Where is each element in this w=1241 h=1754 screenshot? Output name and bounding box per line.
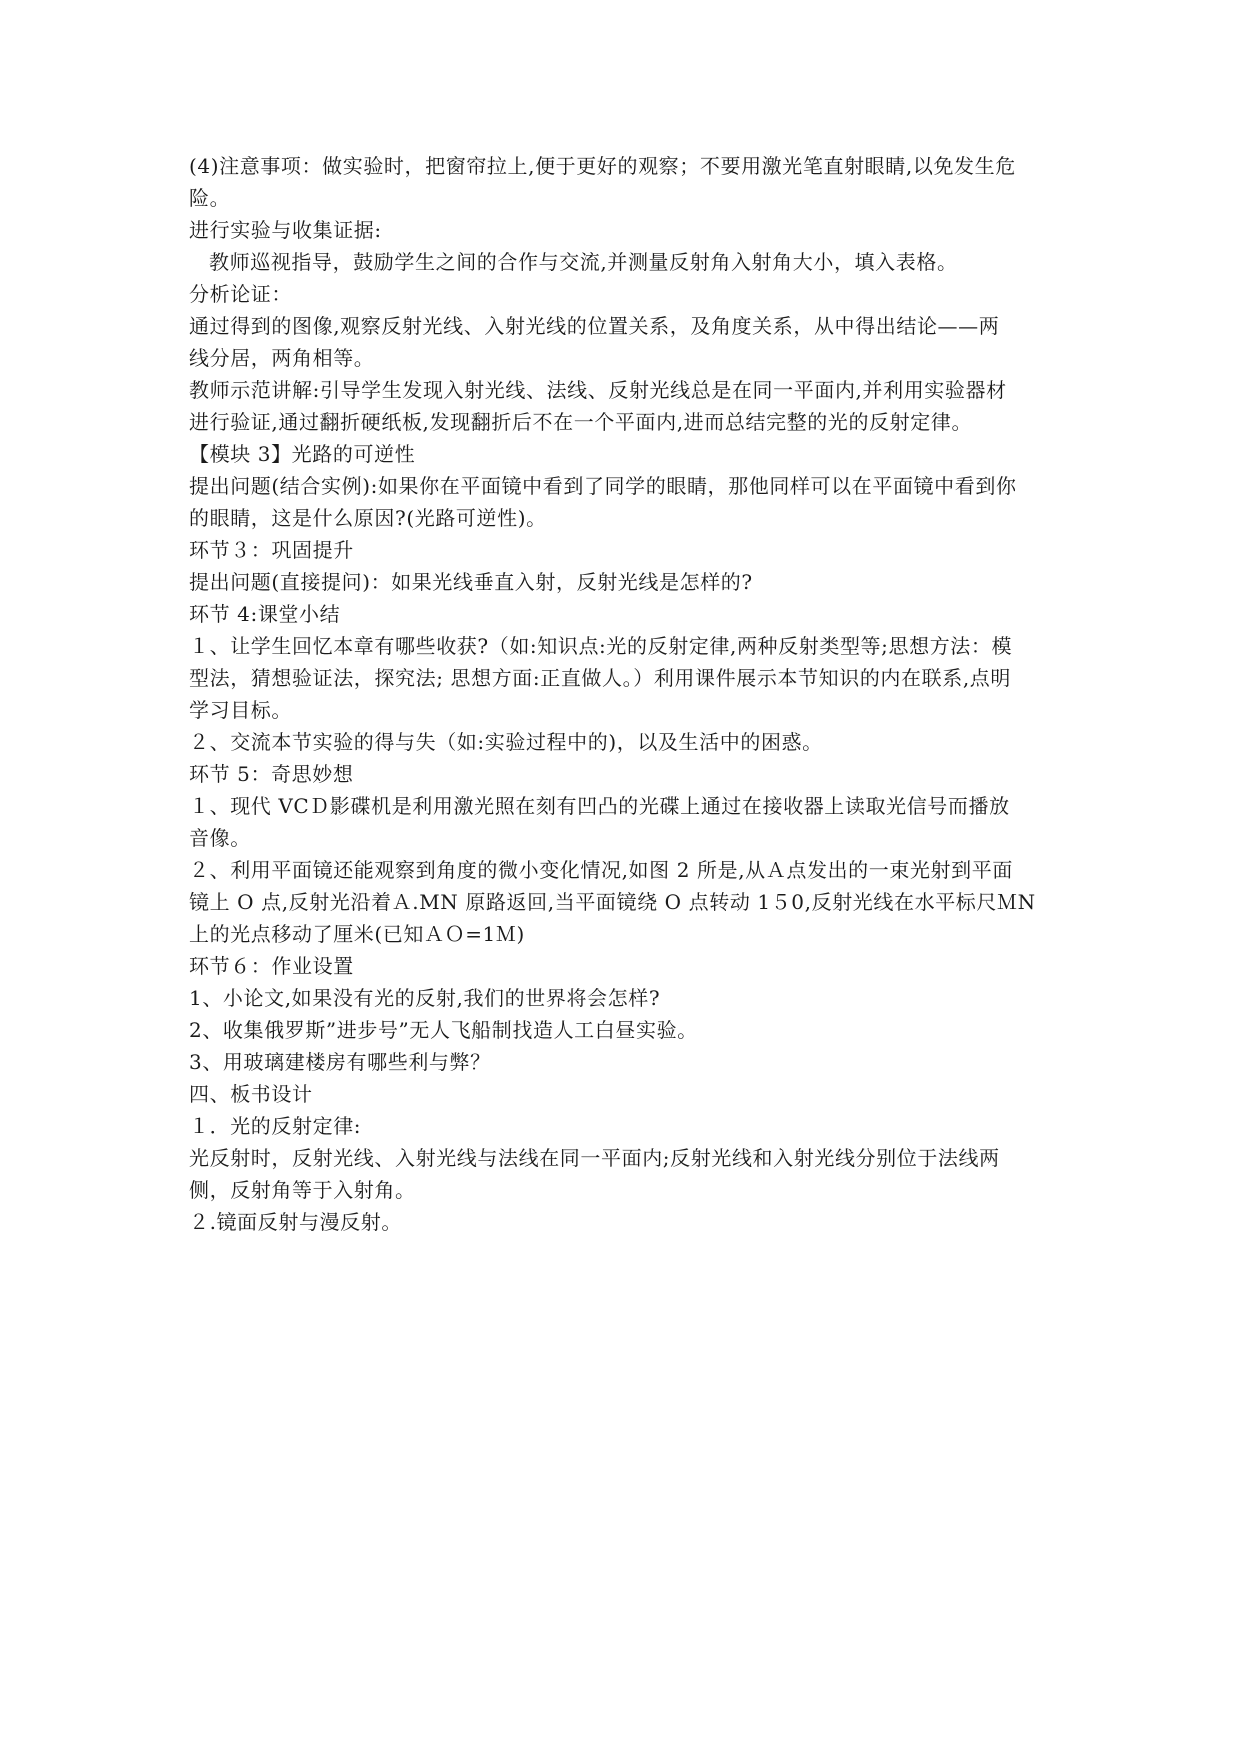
section-heading: 环节３：巩固提升 bbox=[189, 538, 354, 562]
section-heading: 四、板书设计 bbox=[189, 1082, 313, 1106]
text-line: 音像。 bbox=[189, 826, 251, 850]
text-line: 教师示范讲解:引导学生发现入射光线、法线、反射光线总是在同一平面内,并利用实验器材 bbox=[189, 378, 1007, 402]
text-line: 上的光点移动了厘米(已知ＡＯ=1Ｍ) bbox=[189, 922, 525, 946]
section-heading: 环节 4:课堂小结 bbox=[189, 602, 341, 626]
text-line: (4)注意事项：做实验时，把窗帘拉上,便于更好的观察；不要用激光笔直射眼睛,以免发生危 bbox=[189, 154, 1016, 178]
text-line: 进行验证,通过翻折硬纸板,发现翻折后不在一个平面内,进而总结完整的光的反射定律。 bbox=[189, 410, 973, 434]
list-item: 3、用玻璃建楼房有哪些利与弊？ bbox=[189, 1050, 491, 1074]
text-line: 学习目标。 bbox=[189, 698, 292, 722]
text-line: 进行实验与收集证据: bbox=[189, 218, 382, 242]
list-item: 2、收集俄罗斯”进步号”无人飞船制找造人工白昼实验。 bbox=[189, 1018, 698, 1042]
section-heading: 环节６：作业设置 bbox=[189, 954, 354, 978]
text-line: 型法，猜想验证法，探究法; 思想方面:正直做人。）利用课件展示本节知识的内在联系,点明 bbox=[189, 666, 1011, 690]
text-line: 提出问题(结合实例):如果你在平面镜中看到了同学的眼睛，那他同样可以在平面镜中看到你 bbox=[189, 474, 1017, 498]
text-line: 分析论证： bbox=[189, 282, 292, 306]
text-line: 的眼睛，这是什么原因?(光路可逆性)。 bbox=[189, 506, 547, 530]
list-item: 1、小论文,如果没有光的反射,我们的世界将会怎样? bbox=[189, 986, 661, 1010]
text-line: １、让学生回忆本章有哪些收获?（如:知识点:光的反射定律,两种反射类型等;思想方法：模 bbox=[189, 634, 1013, 658]
text-line: １、现代 VCＤ影碟机是利用激光照在刻有凹凸的光碟上通过在接收器上读取光信号而播放 bbox=[189, 794, 1010, 818]
text-line: 侧，反射角等于入射角。 bbox=[189, 1178, 416, 1202]
text-line: ２.镜面反射与漫反射。 bbox=[189, 1210, 402, 1234]
text-line: 线分居，两角相等。 bbox=[189, 346, 375, 370]
text-line: 通过得到的图像,观察反射光线、入射光线的位置关系，及角度关系，从中得出结论——两 bbox=[189, 314, 1000, 338]
text-line: 教师巡视指导，鼓励学生之间的合作与交流,并测量反射角入射角大小，填入表格。 bbox=[209, 250, 958, 274]
text-line: 镜上 O 点,反射光沿着Ａ.MN 原路返回,当平面镜绕 O 点转动 1５0,反射光线在水平标尺ＭN bbox=[189, 890, 1036, 914]
text-line: 光反射时，反射光线、入射光线与法线在同一平面内;反射光线和入射光线分别位于法线两 bbox=[189, 1146, 1000, 1170]
text-line: 提出问题(直接提问)：如果光线垂直入射，反射光线是怎样的? bbox=[189, 570, 753, 594]
text-line: 险。 bbox=[189, 186, 231, 210]
text-line: ２、交流本节实验的得与失（如:实验过程中的)，以及生活中的困惑。 bbox=[189, 730, 823, 754]
section-heading: 【模块 3】光路的可逆性 bbox=[189, 442, 416, 466]
text-line: １．光的反射定律: bbox=[189, 1114, 362, 1138]
document-body bbox=[189, 150, 1059, 1238]
text-line: ２、利用平面镜还能观察到角度的微小变化情况,如图 2 所是,从Ａ点发出的一束光射到平面 bbox=[189, 858, 1013, 882]
section-heading: 环节 5：奇思妙想 bbox=[189, 762, 354, 786]
